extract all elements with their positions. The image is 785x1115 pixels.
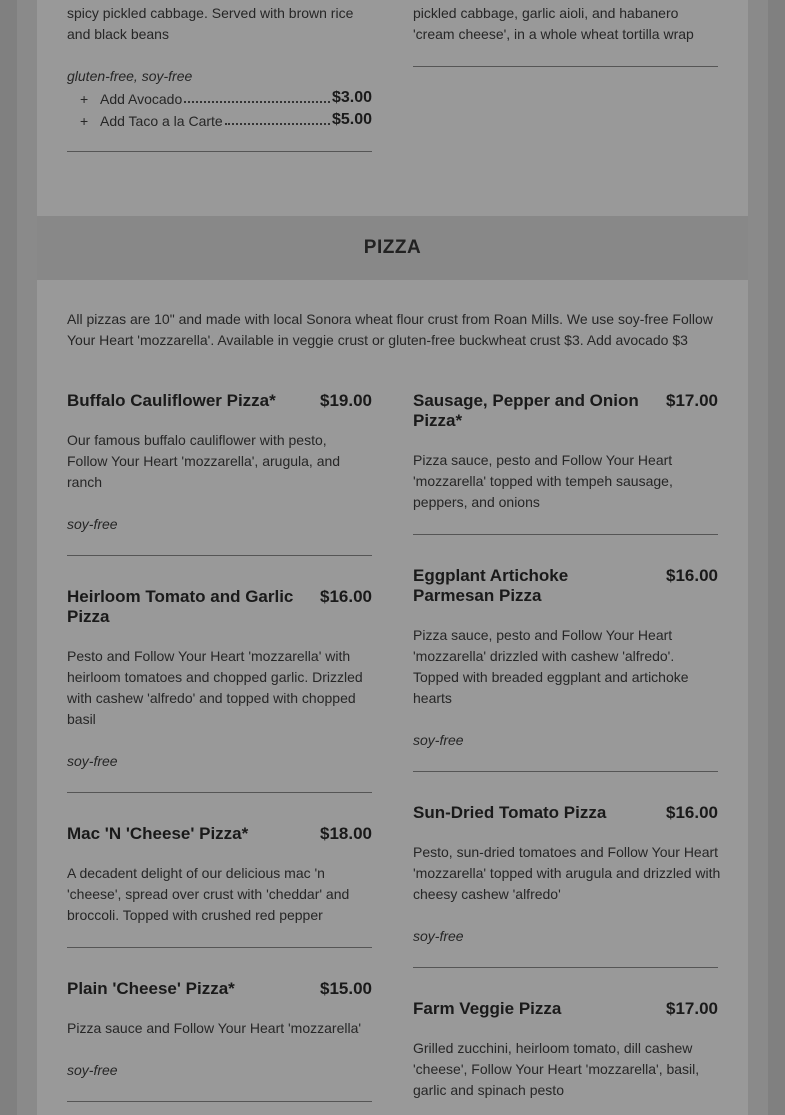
item-price-eggplant-artichoke: $16.00	[666, 566, 718, 585]
item-tags-buffalo-cauliflower: soy-free	[67, 516, 118, 532]
item-divider	[67, 792, 372, 793]
item-desc-farm-veggie: Grilled zucchini, heirloom tomato, dill cashew 'cheese', Follow Your Heart 'mozzarella', basil, garlic and spinach pesto	[413, 1040, 700, 1098]
item-name-buffalo-cauliflower: Buffalo Cauliflower Pizza*	[67, 391, 276, 410]
item-desc-sun-dried-tomato: Pesto, sun-dried tomatoes and Follow Your Heart 'mozzarella' topped with arugula and drizzled with cheesy cashew 'alfredo'	[413, 844, 721, 902]
item-divider	[413, 534, 718, 535]
item-tags-heirloom-tomato: soy-free	[67, 753, 118, 769]
addon-label: Add Avocado	[100, 91, 183, 107]
section-title: PIZZA	[363, 237, 422, 258]
item-desc-eggplant-artichoke: Pizza sauce, pesto and Follow Your Heart 'mozzarella' drizzled with cashew 'alfredo'. Topped with breaded eggplant and artichoke hearts	[413, 627, 689, 706]
item-name-eggplant-artichoke: Eggplant Artichoke Parmesan Pizza	[413, 566, 569, 605]
addon-price: $5.00	[331, 111, 372, 128]
item-price-sausage-pepper-onion: $17.00	[666, 391, 718, 410]
item-name-plain-cheese: Plain 'Cheese' Pizza*	[67, 979, 235, 998]
pizza-section-header	[37, 216, 748, 280]
item-desc-plain-cheese: Pizza sauce and Follow Your Heart 'mozzarella'	[67, 1020, 362, 1036]
leader-dots	[225, 123, 330, 125]
plus-icon: +	[80, 91, 89, 107]
prev-left-description: spicy pickled cabbage. Served with brown rice and black beans	[67, 5, 354, 42]
item-name-mac-n-cheese: Mac 'N 'Cheese' Pizza*	[67, 824, 249, 843]
item-price-mac-n-cheese: $18.00	[320, 824, 372, 843]
addon-label: Add Taco a la Carte	[100, 113, 223, 129]
item-desc-mac-n-cheese: A decadent delight of our delicious mac 'n 'cheese', spread over crust with 'cheddar' and broccoli. Topped with crushed red pepper	[67, 865, 350, 923]
item-name-farm-veggie: Farm Veggie Pizza	[413, 999, 562, 1018]
pizza-intro: All pizzas are 10" and made with local Sonora wheat flour crust from Roan Mills. We use soy-free Follow Your Heart 'mozzarella'. Available in veggie crust or gluten-free buckwheat crust $3. Add avocado $3	[67, 311, 713, 348]
item-divider	[67, 947, 372, 948]
item-price-plain-cheese: $15.00	[320, 979, 372, 998]
item-price-farm-veggie: $17.00	[666, 999, 718, 1018]
item-divider	[413, 771, 718, 772]
item-divider	[413, 66, 718, 67]
item-name-sun-dried-tomato: Sun-Dried Tomato Pizza	[413, 803, 607, 822]
item-tags-plain-cheese: soy-free	[67, 1062, 118, 1078]
item-tags-sun-dried-tomato: soy-free	[413, 928, 464, 944]
item-divider	[67, 1101, 372, 1102]
item-desc-sausage-pepper-onion: Pizza sauce, pesto and Follow Your Heart 'mozzarella' topped with tempeh sausage, peppers, and onions	[413, 452, 673, 510]
prev-right-description: pickled cabbage, garlic aioli, and habanero 'cream cheese', in a whole wheat tortilla wrap	[413, 5, 694, 42]
item-price-heirloom-tomato: $16.00	[320, 587, 372, 606]
item-price-buffalo-cauliflower: $19.00	[320, 391, 372, 410]
prev-left-tags: gluten-free, soy-free	[67, 68, 193, 84]
item-name-heirloom-tomato: Heirloom Tomato and Garlic Pizza	[67, 587, 294, 626]
item-desc-heirloom-tomato: Pesto and Follow Your Heart 'mozzarella' with heirloom tomatoes and chopped garlic. Drizzled with cashew 'alfredo' and topped with chopped basil	[67, 648, 363, 727]
item-divider	[67, 151, 372, 152]
item-divider	[413, 967, 718, 968]
item-price-sun-dried-tomato: $16.00	[666, 803, 718, 822]
leader-dots	[184, 101, 330, 103]
addon-price: $3.00	[331, 89, 372, 106]
item-tags-eggplant-artichoke: soy-free	[413, 732, 464, 748]
addon-taco	[67, 109, 372, 129]
item-desc-buffalo-cauliflower: Our famous buffalo cauliflower with pesto, Follow Your Heart 'mozzarella', arugula, and ranch	[67, 432, 341, 490]
item-name-sausage-pepper-onion: Sausage, Pepper and Onion Pizza*	[413, 391, 639, 430]
plus-icon: +	[80, 113, 89, 129]
item-divider	[67, 555, 372, 556]
addon-avocado	[67, 87, 372, 107]
